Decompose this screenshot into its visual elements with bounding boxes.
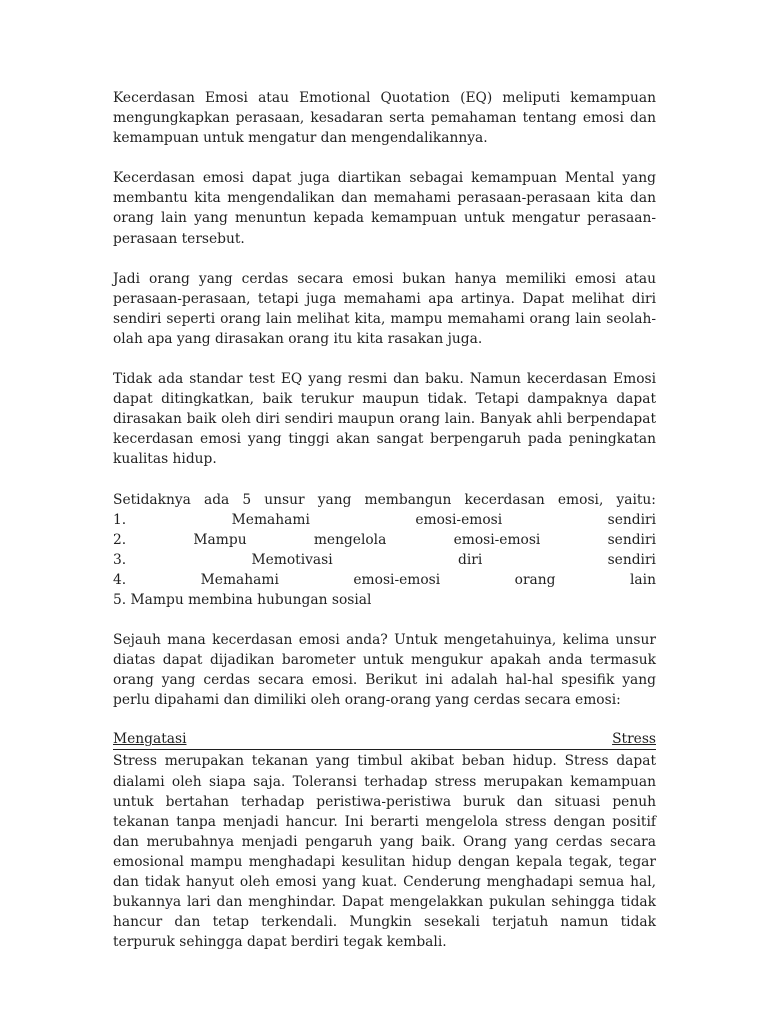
list-item-word: lain — [630, 571, 656, 588]
list-item-word: orang — [514, 571, 556, 588]
paragraph-stress: Stress merupakan tekanan yang timbul akibat beban hidup. Stress dapat dialami oleh siapa saja. Toleransi terhadap stress merupakan kemampuan untuk bertahan terhadap peristiwa-peristiwa buruk dan situasi penuh tekanan tanpa menjadi hancur. Ini berarti mengelola stress dengan positif dan merubahnya menjadi pengaruh yang baik. Orang yang cerdas secara emosional mampu menghadapi kesulitan hidup dengan kepala tegak, tegar dan tidak hanyut oleh emosi yang kuat. Cenderung menghadapi semua hal, bukannya lari dan menghindar. Dapat mengelakkan pukulan sehingga tidak hancur dan tetap terkendali. Mungkin sesekali terjatuh namun tidak terpuruk sehingga dapat berdiri tegak kembali. — [113, 753, 656, 951]
list-intro — [113, 490, 656, 510]
list-item — [113, 530, 656, 550]
section-heading — [113, 730, 656, 750]
eq-elements-list — [113, 490, 656, 611]
list-intro-word: ada — [204, 491, 230, 508]
list-item-word: emosi-emosi — [353, 571, 441, 588]
section-heading-left: Mengatasi — [113, 731, 187, 748]
list-intro-word: emosi, — [557, 491, 604, 508]
list-intro-word: yaitu: — [616, 491, 656, 508]
list-item-word: diri — [457, 551, 483, 568]
list-item-word: 3. — [113, 551, 127, 568]
paragraph-eq-test: Tidak ada standar test EQ yang resmi dan baku. Namun kecerdasan Emosi dapat ditingkatkan, baik terukur maupun tidak. Tetapi dampaknya dapat dirasakan baik oleh diri sendiri maupun orang lain. Banyak ahli berpendapat kecerdasan emosi yang tinggi akan sangat berpengaruh pada peningkatan kualitas hidup. — [113, 371, 656, 468]
paragraph-closing: Sejauh mana kecerdasan emosi anda? Untuk mengetahuinya, kelima unsur diatas dapat dijadikan barometer untuk mengukur apakah anda termasuk orang yang cerdas secara emosi. Berikut ini adalah hal-hal spesifik yang perlu dipahami dan dimiliki oleh orang-orang yang cerdas secara emosi: — [113, 632, 656, 709]
list-item-word: Memahami — [231, 511, 310, 528]
list-item-word: Memotivasi — [251, 551, 333, 568]
list-item-word: sendiri — [607, 511, 656, 528]
list-item-word: 2. — [113, 531, 127, 548]
list-item — [113, 570, 656, 590]
list-item-word: emosi-emosi — [415, 511, 503, 528]
list-item-word: 1. — [113, 511, 127, 528]
section-heading-right: Stress — [612, 731, 656, 748]
list-item — [113, 550, 656, 570]
list-intro-word: unsur — [264, 491, 305, 508]
list-item-word: Mampu — [193, 531, 247, 548]
paragraph-eq-mental-ability: Kecerdasan emosi dapat juga diartikan sebagai kemampuan Mental yang membantu kita mengendalikan dan memahami perasaan-perasaan kita dan orang lain yang menuntun kepada kemampuan untuk mengatur perasaan-perasaan tersebut. — [113, 170, 656, 247]
list-intro-word: Setidaknya — [113, 491, 191, 508]
list-item-word: sendiri — [607, 531, 656, 548]
list-item-word: emosi-emosi — [453, 531, 541, 548]
document-page — [113, 88, 656, 952]
list-item-word: 4. — [113, 571, 127, 588]
list-intro-word: membangun — [364, 491, 452, 508]
paragraph-emotionally-smart-people: Jadi orang yang cerdas secara emosi bukan hanya memiliki emosi atau perasaan-perasaan, tetapi juga memahami apa artinya. Dapat melihat diri sendiri seperti orang lain melihat kita, mampu memahami orang lain seolah-olah apa yang dirasakan orang itu kita rasakan juga. — [113, 270, 656, 347]
list-item-last: 5. Mampu membina hubungan sosial — [113, 591, 372, 608]
list-item — [113, 510, 656, 530]
list-item-word: mengelola — [313, 531, 387, 548]
list-intro-word: 5 — [242, 491, 252, 508]
list-intro-word: yang — [317, 491, 352, 508]
list-item-word: sendiri — [607, 551, 656, 568]
list-intro-word: kecerdasan — [464, 491, 545, 508]
list-item-word: Memahami — [200, 571, 279, 588]
paragraph-eq-definition: Kecerdasan Emosi atau Emotional Quotation (EQ) meliputi kemampuan mengungkapkan perasaan, kesadaran serta pemahaman tentang emosi dan kemampuan untuk mengatur dan mengendalikannya. — [113, 90, 656, 147]
